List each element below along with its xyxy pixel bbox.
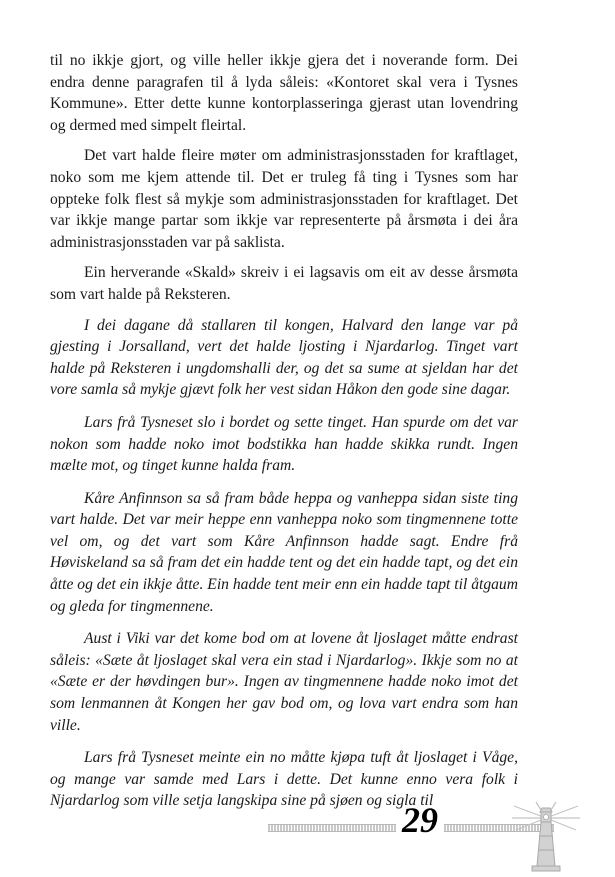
body-text [50,50,518,812]
page-number: 29 [402,800,438,840]
page-footer [268,800,615,877]
saga-paragraph: Aust i Viki var det kome bod om at lovene åt ljoslaget måtte endrast såleis: «Sæte åt ljoslaget skal vera ein stad i Njardarlog». Ikkje som no at «Sæte er der høvdingen bur». Ingen av tingmennene hadde noko imot det som lenmannen åt Kongen her gav bod om, og lova vart endra som han ville. [50,630,518,734]
footer-rule-left [268,824,396,832]
saga-paragraph: I dei dagane då stallaren til kongen, Halvard den lange var på gjesting i Jorsalland, vert det halde ljosting i Njardarlog. Tinget vart halde på Reksteren i ungdomshalli der, og det sa sume at sjeldan har det vore samla så mykje gjævt folk her vest sidan Håkon den gode sine dagar. [50,316,518,399]
lighthouse-icon [510,800,582,877]
paragraph: Ein herverande «Skald» skreiv i ei lagsavis om eit av desse årsmøta som vart halde på Reksteren. [50,264,518,303]
paragraph: til no ikkje gjort, og ville heller ikkje gjera det i noverande form. Dei endra denne paragrafen til å lyda såleis: «Kontoret skal vera i Tysnes Kommune». Etter dette kunne kontorplasseringa gjerast utan lovendring og dermed med simpelt fleirtal. [50,52,518,134]
saga-paragraph: Lars frå Tysneset meinte ein no måtte kjøpa tuft åt ljoslaget i Våge, og mange var samde med Lars i dette. Det kunne enno vera folk i Njardarlog som ville setja langskipa sine på sjøen og sigla til [50,749,518,810]
saga-paragraph: Lars frå Tysneset slo i bordet og sette tinget. Han spurde om det var nokon som hadde noko imot bodstikka han hadde skikka rundt. Ingen mælte mot, og tinget kunne halda fram. [50,413,518,475]
saga-paragraph: Kåre Anfinnson sa så fram både heppa og vanheppa sidan siste ting vart halde. Det var meir heppe enn vanheppa noko som tingmennene totte vel om, og det vart som Kåre Anfinnson hadde sagt. Endre frå Høviskeland sa så fram det ein hadde tent og det ein hadde tapt, og det ein åtte og det ein ikkje åtte. Ein hadde tent meir enn ein hadde tapt til åtgaum og gleda for tingmennene. [50,489,518,615]
paragraph: Det vart halde fleire møter om administrasjonsstaden for kraftlaget, noko som me kjem attende til. Det er truleg få ting i Tysnes som har oppteke folk flest så mykje som administrasjonsstaden for kraftlaget. Det var ikkje mange partar som ikkje var representerte på årsmøta i dei åra administrasjonsstaden var på saklista. [50,147,518,251]
